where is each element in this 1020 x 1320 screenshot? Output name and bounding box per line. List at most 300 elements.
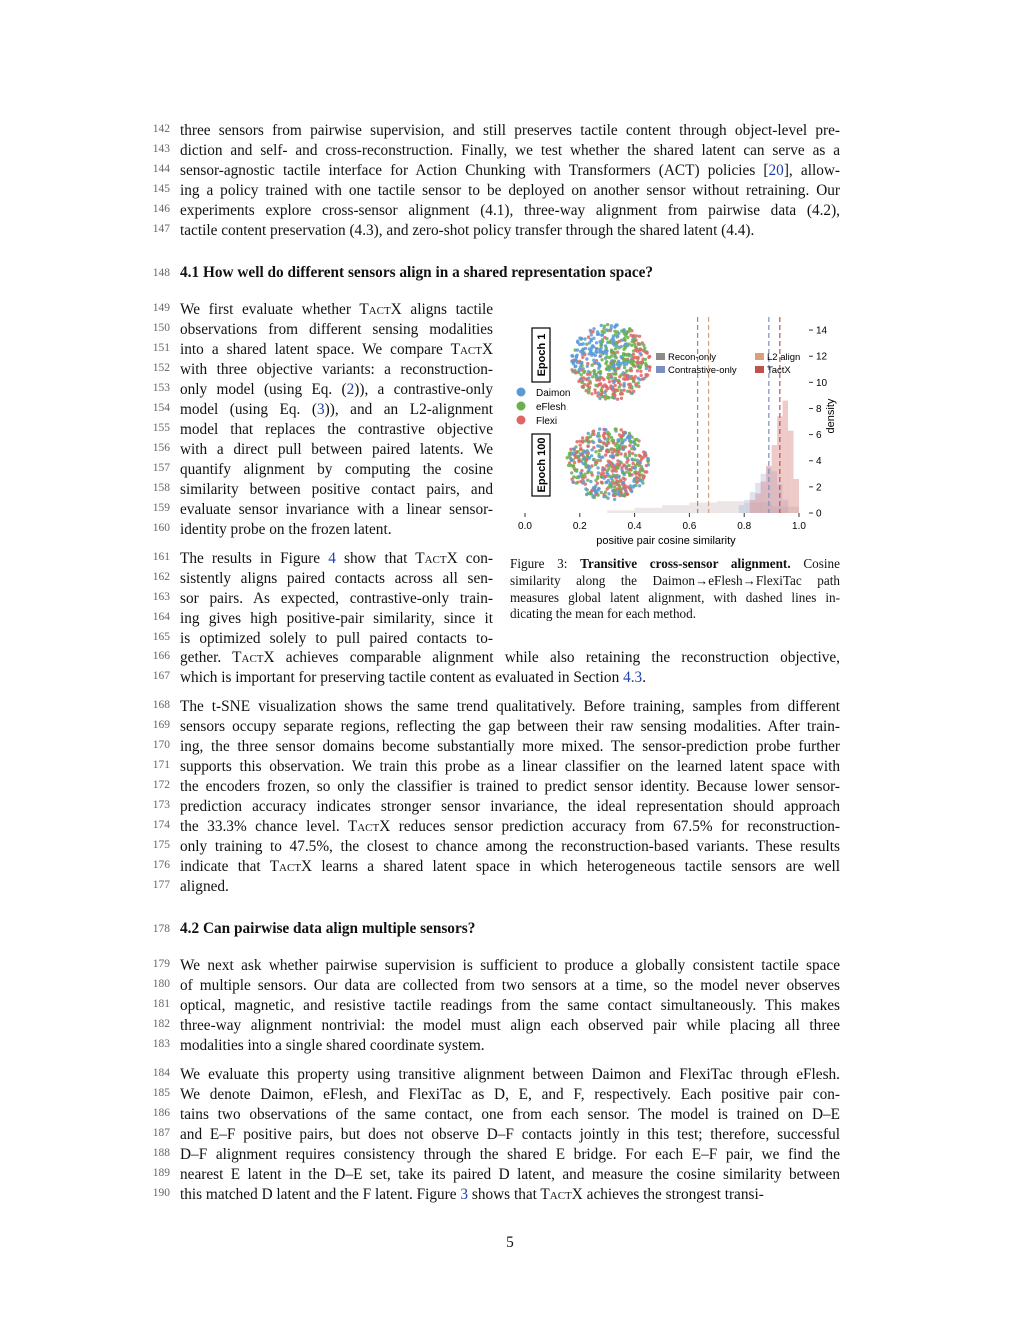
tsne-point (642, 475, 645, 478)
tsne-point (619, 345, 622, 348)
line-number: 172 (152, 779, 170, 791)
tsne-point (622, 493, 625, 496)
tsne-point (603, 391, 606, 394)
tsne-point (589, 492, 592, 495)
tsne-point (587, 387, 590, 390)
tsne-point (628, 434, 631, 437)
tsne-point (643, 453, 646, 456)
tsne-point (587, 468, 590, 471)
tsne-point (595, 341, 598, 344)
text-line: We evaluate this property using transitive alignment between Daimon and FlexiTac through eFlesh. (180, 1066, 840, 1083)
text-line: with a direct pull between paired latents. We (180, 441, 493, 458)
x-tick-label: 1.0 (792, 521, 806, 532)
tsne-point (622, 389, 625, 392)
tsne-point (581, 440, 584, 443)
tsne-point (592, 370, 595, 373)
tsne-point (625, 332, 628, 335)
tsne-point (619, 452, 622, 455)
tsne-point (638, 335, 641, 338)
tsne-point (592, 458, 595, 461)
tsne-point (633, 441, 636, 444)
tsne-point (589, 480, 592, 483)
tsne-point (592, 430, 595, 433)
method-legend-swatch (656, 366, 665, 373)
tsne-point (636, 444, 639, 447)
tsne-point (648, 355, 651, 358)
text-line: experiments explore cross-sensor alignment (4.1), three-way alignment from pairwise data (4.2), (180, 202, 840, 219)
tsne-point (578, 460, 581, 463)
histogram-bar (635, 508, 662, 513)
caption-line: Figure 3: Transitive cross-sensor alignment. Cosine (510, 556, 840, 571)
method-legend-swatch (755, 353, 764, 360)
tsne-point (633, 447, 636, 450)
text-line: The t-SNE visualization shows the same trend qualitatively. Before training, samples from different (180, 698, 840, 715)
tsne-point (638, 484, 641, 487)
tsne-point (593, 496, 596, 499)
tsne-point (568, 452, 571, 455)
tsne-point (644, 362, 647, 365)
tsne-point (635, 438, 638, 441)
histogram-bar (607, 510, 634, 513)
tsne-point (633, 339, 636, 342)
text-line: quantify alignment by computing the cosine (180, 461, 493, 478)
tsne-point (625, 467, 628, 470)
tsne-point (637, 342, 640, 345)
text-line: is optimized solely to pull paired contacts to- (180, 630, 493, 647)
line-number: 160 (152, 522, 170, 534)
tsne-point (593, 388, 596, 391)
tsne-point (605, 337, 608, 340)
line-number: 147 (152, 223, 170, 235)
x-tick-label: 0.8 (737, 521, 752, 532)
tsne-point (598, 348, 601, 351)
tsne-point (628, 450, 631, 453)
tsne-point (609, 481, 612, 484)
text-line: We first evaluate whether TactX aligns tactile (180, 301, 493, 318)
tsne-point (581, 436, 584, 439)
tsne-point (572, 451, 575, 454)
text-line: which is important for preserving tactile content as evaluated in Section 4.3. (180, 669, 647, 686)
tsne-point (639, 461, 642, 464)
text-line: only model (using Eq. (2)), a contrastive-only (180, 381, 493, 398)
method-legend-label: TactX (767, 365, 791, 376)
tsne-point (619, 490, 622, 493)
tsne-point (612, 482, 615, 485)
text-line: ing a policy trained with one tactile sensor to be deployed on another sensor without retraining. Our (180, 182, 840, 199)
tsne-point (632, 360, 635, 363)
y-tick-label: 6 (816, 430, 822, 442)
text-line: ing gives high positive-pair similarity, since it (180, 610, 493, 627)
tsne-point (605, 346, 608, 349)
tsne-point (582, 371, 585, 374)
section-heading-4-1: 4.1 How well do different sensors align in a shared representation space? (180, 264, 654, 281)
tsne-point (585, 493, 588, 496)
tsne-point (606, 497, 609, 500)
histogram-bar (772, 445, 778, 513)
tsne-point (590, 364, 593, 367)
tsne-point (628, 327, 631, 330)
tsne-point (601, 338, 604, 341)
text-line: only training to 47.5%, the closest to chance among the reconstruction-based variants. These results (180, 838, 840, 855)
tsne-point (613, 380, 616, 383)
tsne-point (594, 489, 597, 492)
tsne-point (623, 473, 626, 476)
line-number: 165 (152, 631, 170, 643)
tsne-point (621, 446, 624, 449)
section-heading-4-2: 4.2 Can pairwise data align multiple sensors? (180, 920, 476, 937)
sensor-legend-marker (517, 402, 526, 411)
line-number: 179 (152, 958, 170, 970)
tsne-point (638, 349, 641, 352)
tsne-point (622, 463, 625, 466)
method-legend-label: L2 align (767, 352, 801, 363)
text-line: ing, the three sensor domains become substantially more mixed. The sensor-prediction probe further (180, 738, 840, 755)
tsne-point (622, 377, 625, 380)
line-number: 183 (152, 1038, 170, 1050)
tsne-point (640, 374, 643, 377)
line-number: 189 (152, 1167, 170, 1179)
tsne-point (627, 464, 630, 467)
page-number: 5 (506, 1234, 514, 1251)
tsne-point (590, 392, 593, 395)
tsne-point (592, 327, 595, 330)
tsne-point (596, 466, 599, 469)
tsne-point (629, 440, 632, 443)
line-number: 148 (152, 267, 170, 279)
line-number: 173 (152, 799, 170, 811)
line-number: 145 (152, 183, 170, 195)
tsne-point (578, 343, 581, 346)
tsne-point (597, 333, 600, 336)
tsne-point (637, 356, 640, 359)
tsne-point (610, 324, 613, 327)
tsne-point (636, 369, 639, 372)
tsne-point (597, 487, 600, 490)
tsne-point (614, 333, 617, 336)
line-number: 190 (152, 1187, 170, 1199)
text-line: indicate that TactX learns a shared latent space in which heterogeneous tactile sensors are well (180, 858, 840, 875)
tsne-point (639, 470, 642, 473)
line-number: 153 (152, 382, 170, 394)
tsne-point (611, 365, 614, 368)
tsne-point (577, 380, 580, 383)
tsne-point (605, 471, 608, 474)
tsne-point (570, 459, 573, 462)
tsne-point (622, 371, 625, 374)
tsne-point (601, 455, 604, 458)
tsne-point (605, 449, 608, 452)
sensor-legend-label: Daimon (536, 388, 571, 399)
histogram-bar (783, 401, 789, 513)
tsne-point (614, 489, 617, 492)
x-tick-label: 0.4 (627, 521, 642, 532)
line-number: 188 (152, 1147, 170, 1159)
tsne-point (579, 443, 582, 446)
y-tick-label: 0 (816, 508, 822, 520)
tsne-point (579, 365, 582, 368)
line-number: 161 (152, 551, 170, 563)
tsne-point (613, 325, 616, 328)
text-line: optical, magnetic, and resistive tactile readings from the same contact simultaneously. This makes (180, 997, 840, 1014)
tsne-point (616, 367, 619, 370)
line-number: 170 (152, 739, 170, 751)
tsne-point (580, 381, 583, 384)
tsne-point (600, 491, 603, 494)
tsne-point (624, 454, 627, 457)
tsne-point (602, 493, 605, 496)
tsne-point (603, 383, 606, 386)
line-number: 166 (152, 650, 170, 662)
tsne-point (596, 482, 599, 485)
histogram-bar (750, 500, 756, 513)
tsne-point (613, 450, 616, 453)
tsne-point (598, 379, 601, 382)
tsne-point (634, 454, 637, 457)
tsne-point (594, 384, 597, 387)
tsne-point (644, 358, 647, 361)
tsne-point (607, 377, 610, 380)
tsne-point (623, 366, 626, 369)
tsne-point (583, 473, 586, 476)
tsne-point (573, 467, 576, 470)
tsne-point (647, 463, 650, 466)
tsne-point (622, 431, 625, 434)
tsne-point (625, 342, 628, 345)
tsne-point (613, 330, 616, 333)
text-line: gether. TactX achieves comparable alignment while also retaining the reconstruction objective, (180, 649, 840, 666)
tsne-point (590, 348, 593, 351)
tsne-point (611, 386, 614, 389)
sensor-legend-label: Flexi (536, 416, 558, 427)
tsne-point (587, 440, 590, 443)
tsne-point (608, 380, 611, 383)
tsne-point (590, 448, 593, 451)
tsne-point (606, 487, 609, 490)
sensor-legend-marker (517, 416, 526, 425)
epoch100-label (532, 434, 550, 496)
tsne-point (585, 343, 588, 346)
line-number: 155 (152, 422, 170, 434)
tsne-point (586, 445, 589, 448)
text-line: We denote Daimon, eFlesh, and FlexiTac as D, E, and F, respectively. Each positive pair con- (180, 1086, 840, 1103)
tsne-point (592, 345, 595, 348)
tsne-point (647, 459, 650, 462)
x-axis-label: positive pair cosine similarity (596, 535, 736, 547)
tsne-point (597, 455, 600, 458)
tsne-point (602, 350, 605, 353)
tsne-point (623, 363, 626, 366)
tsne-point (575, 440, 578, 443)
tsne-point (586, 479, 589, 482)
tsne-point (600, 334, 603, 337)
method-legend-label: Contrastive-only (668, 365, 737, 376)
tsne-point (591, 473, 594, 476)
tsne-point (637, 385, 640, 388)
tsne-point (639, 370, 642, 373)
tsne-point (617, 450, 620, 453)
tsne-point (589, 329, 592, 332)
tsne-point (616, 466, 619, 469)
tsne-point (638, 366, 641, 369)
tsne-point (599, 370, 602, 373)
caption-line: dicating the mean for each method. (510, 606, 697, 622)
tsne-point (616, 398, 619, 401)
tsne-point (629, 383, 632, 386)
tsne-point (616, 459, 619, 462)
tsne-point (607, 373, 610, 376)
tsne-point (598, 427, 601, 430)
tsne-point (611, 454, 614, 457)
tsne-point (569, 464, 572, 467)
text-line: with three objective variants: a reconstruction- (180, 361, 493, 378)
tsne-point (606, 323, 609, 326)
x-axis (518, 513, 806, 532)
tsne-point (638, 352, 641, 355)
tsne-point (605, 367, 608, 370)
tsne-point (610, 436, 613, 439)
line-number: 177 (152, 879, 170, 891)
tsne-point (587, 376, 590, 379)
line-number: 164 (152, 611, 170, 623)
tsne-point (600, 324, 603, 327)
tsne-point (570, 368, 573, 371)
tsne-point (641, 341, 644, 344)
text-line: of multiple sensors. Our data are collected from two sensors at a time, so the model never observes (180, 977, 840, 994)
tsne-point (622, 353, 625, 356)
line-number: 184 (152, 1067, 170, 1079)
line-number: 144 (152, 163, 170, 175)
tsne-point (619, 389, 622, 392)
tsne-point (625, 470, 628, 473)
tsne-point (607, 438, 610, 441)
line-number: 142 (152, 123, 170, 135)
x-tick-label: 0.0 (518, 521, 532, 532)
tsne-point (618, 463, 621, 466)
tsne-point (634, 382, 637, 385)
tsne-point (581, 462, 584, 465)
tsne-epoch1-scatter (570, 323, 651, 401)
tsne-point (620, 397, 623, 400)
text-line: We next ask whether pairwise supervision is sufficient to produce a globally consistent tactile space (180, 957, 840, 974)
tsne-point (620, 438, 623, 441)
tsne-point (592, 337, 595, 340)
tsne-point (638, 361, 641, 364)
y-tick-label: 4 (816, 456, 822, 468)
tsne-point (628, 468, 631, 471)
tsne-point (604, 362, 607, 365)
tsne-point (642, 450, 645, 453)
text-line: supports this observation. We train this probe as a linear classifier on the learned latent space with (180, 758, 840, 775)
line-number: 168 (152, 699, 170, 711)
tsne-point (594, 479, 597, 482)
tsne-point (604, 428, 607, 431)
line-number: 169 (152, 719, 170, 731)
tsne-point (631, 452, 634, 455)
text-line: the 33.3% chance level. TactX reduces sensor prediction accuracy from 67.5% for reconstruction- (180, 818, 840, 835)
caption-line: similarity along the Daimon→eFlesh→FlexiTac path (510, 572, 840, 588)
tsne-point (599, 382, 602, 385)
line-number: 146 (152, 203, 170, 215)
tsne-point (600, 472, 603, 475)
tsne-point (572, 362, 575, 365)
y-tick-label: 10 (816, 377, 828, 389)
tsne-point (629, 488, 632, 491)
tsne-point (569, 448, 572, 451)
tsne-point (638, 454, 641, 457)
tsne-point (598, 449, 601, 452)
tsne-point (610, 354, 613, 357)
tsne-point (613, 498, 616, 501)
tsne-point (578, 336, 581, 339)
histogram-bar (662, 505, 689, 513)
tsne-point (575, 359, 578, 362)
tsne-point (600, 376, 603, 379)
tsne-point (597, 367, 600, 370)
tsne-point (625, 461, 628, 464)
tsne-point (579, 447, 582, 450)
text-line: identity probe on the frozen latent. (180, 521, 392, 538)
tsne-point (626, 358, 629, 361)
tsne-point (600, 358, 603, 361)
tsne-point (583, 456, 586, 459)
tsne-point (607, 396, 610, 399)
tsne-point (630, 369, 633, 372)
line-number: 182 (152, 1018, 170, 1030)
text-line: into a shared latent space. We compare TactX (180, 341, 493, 358)
tsne-point (614, 427, 617, 430)
tsne-point (599, 459, 602, 462)
tsne-point (586, 449, 589, 452)
tsne-point (584, 377, 587, 380)
text-line: this matched D latent and the F latent. Figure 3 shows that TactX achieves the strongest transi- (180, 1186, 764, 1203)
tsne-point (591, 375, 594, 378)
text-line: nearest E latent in the D–E set, take its paired D latent, and measure the cosine similarity between (180, 1166, 840, 1183)
tsne-point (596, 362, 599, 365)
tsne-point (618, 340, 621, 343)
figure-caption (510, 556, 840, 623)
tsne-point (570, 478, 573, 481)
tsne-point (604, 481, 607, 484)
tsne-point (643, 470, 646, 473)
text-line: model that replaces the contrastive objective (180, 421, 493, 438)
tsne-point (618, 385, 621, 388)
y-tick-label: 14 (816, 325, 828, 337)
tsne-point (611, 341, 614, 344)
svg-text:Epoch 100: Epoch 100 (536, 437, 548, 493)
histogram-bar (794, 479, 800, 513)
tsne-point (575, 356, 578, 359)
line-number: 180 (152, 978, 170, 990)
tsne-point (635, 334, 638, 337)
histogram-bar (689, 503, 716, 514)
text-line: similarity between positive contact pairs, and (180, 481, 493, 498)
tsne-point (576, 348, 579, 351)
tsne-point (640, 465, 643, 468)
tsne-point (580, 475, 583, 478)
line-number: 175 (152, 839, 170, 851)
line-number: 167 (152, 670, 170, 682)
tsne-point (600, 388, 603, 391)
line-number: 178 (152, 923, 170, 935)
tsne-point (572, 481, 575, 484)
text-line: and E–F positive pairs, but does not observe D–F contacts jointly in this test; therefore, successful (180, 1126, 840, 1143)
tsne-point (622, 384, 625, 387)
tsne-point (604, 453, 607, 456)
sensor-legend (517, 388, 571, 428)
method-legend-swatch (755, 366, 764, 373)
tsne-point (576, 455, 579, 458)
tsne-point (632, 356, 635, 359)
